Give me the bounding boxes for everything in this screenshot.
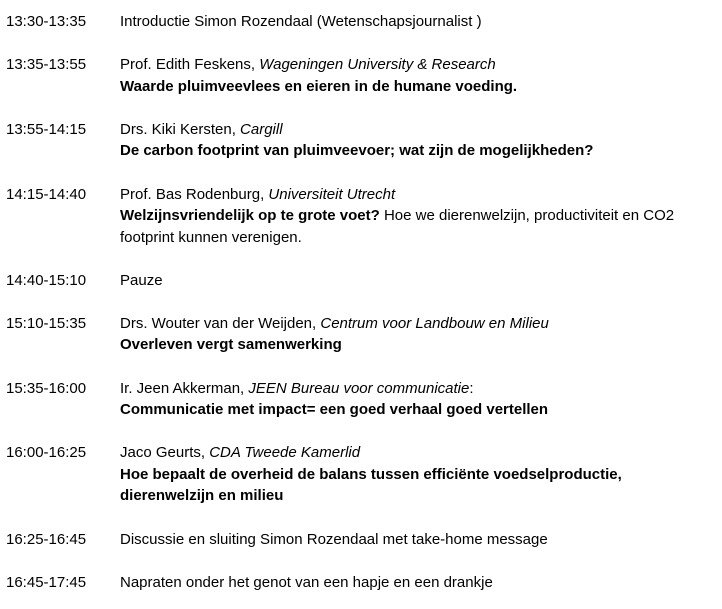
session-content <box>120 378 722 421</box>
speaker-organisation: JEEN Bureau voor communicatie <box>248 379 470 397</box>
program-row <box>0 11 722 33</box>
speaker-organisation: Wageningen University & Research <box>259 56 496 74</box>
speaker-name: Ir. Jeen Akkerman, <box>120 379 249 397</box>
speaker-line <box>120 442 718 464</box>
program-row <box>0 572 722 594</box>
break-label: Pauze <box>120 271 163 289</box>
speaker-organisation: Cargill <box>240 120 283 138</box>
session-content <box>120 529 722 551</box>
talk-title: Hoe bepaalt de overheid de balans tussen efficiënte voedselproductie, dierenwelzijn en milieu <box>120 465 622 505</box>
session-content <box>120 313 722 356</box>
session-content <box>120 119 722 162</box>
program-row <box>0 378 722 421</box>
time-slot: 13:55-14:15 <box>6 120 87 138</box>
program-row <box>0 119 722 162</box>
speaker-suffix: : <box>469 379 474 397</box>
speaker-name: Introductie Simon Rozendaal (Wetenschapsjournalist ) <box>120 13 482 30</box>
speaker-line <box>120 54 718 76</box>
program-row <box>0 270 722 292</box>
speaker-line <box>120 313 718 335</box>
speaker-name: Prof. Bas Rodenburg, <box>120 185 269 203</box>
speaker-organisation: Universiteit Utrecht <box>268 185 396 203</box>
session-description: Napraten onder het genot van een hapje en een drankje <box>120 573 493 591</box>
program-row <box>0 184 722 249</box>
speaker-name: Jaco Geurts, <box>120 444 210 462</box>
speaker-name: Drs. Wouter van der Weijden, <box>120 314 321 332</box>
program-row <box>0 529 722 551</box>
session-content <box>120 572 722 594</box>
time-slot: 16:25-16:45 <box>6 530 87 548</box>
time-slot: 16:00-16:25 <box>6 444 87 462</box>
speaker-line <box>120 184 718 206</box>
program-row <box>0 313 722 356</box>
talk-title-block <box>120 205 718 248</box>
talk-description: Hoe we dierenwelzijn, productiviteit en CO2 footprint kunnen verenigen. <box>120 207 675 246</box>
speaker-name: Drs. Kiki Kersten, <box>120 120 241 138</box>
speaker-line <box>120 119 718 141</box>
talk-title: Welzijnsvriendelijk op te grote voet? <box>120 207 380 225</box>
program-row <box>0 54 722 97</box>
talk-title: Overleven vergt samenwerking <box>120 336 342 354</box>
talk-title: Communicatie met impact= een goed verhaal goed vertellen <box>120 401 549 419</box>
program-row <box>0 442 722 507</box>
speaker-name: Prof. Edith Feskens, <box>120 56 260 74</box>
session-content <box>120 442 722 507</box>
speaker-organisation: CDA Tweede Kamerlid <box>209 444 361 462</box>
speaker-organisation: Centrum voor Landbouw en Milieu <box>320 314 549 332</box>
time-slot: 15:10-15:35 <box>6 314 87 332</box>
session-description: Discussie en sluiting Simon Rozendaal met take-home message <box>120 530 548 548</box>
time-slot: 14:40-15:10 <box>6 271 87 289</box>
talk-title: De carbon footprint van pluimveevoer; wat zijn de mogelijkheden? <box>120 142 594 160</box>
time-slot: 13:30-13:35 <box>6 13 87 30</box>
session-content <box>120 184 722 249</box>
time-slot: 14:15-14:40 <box>6 185 87 203</box>
talk-title: Waarde pluimveevlees en eieren in de humane voeding. <box>120 77 518 95</box>
speaker-line <box>120 378 718 400</box>
session-content <box>120 270 722 292</box>
session-content <box>120 54 722 97</box>
session-content <box>120 11 722 33</box>
speaker-line <box>120 11 718 33</box>
time-slot: 13:35-13:55 <box>6 56 87 74</box>
time-slot: 16:45-17:45 <box>6 573 87 591</box>
time-slot: 15:35-16:00 <box>6 379 87 397</box>
